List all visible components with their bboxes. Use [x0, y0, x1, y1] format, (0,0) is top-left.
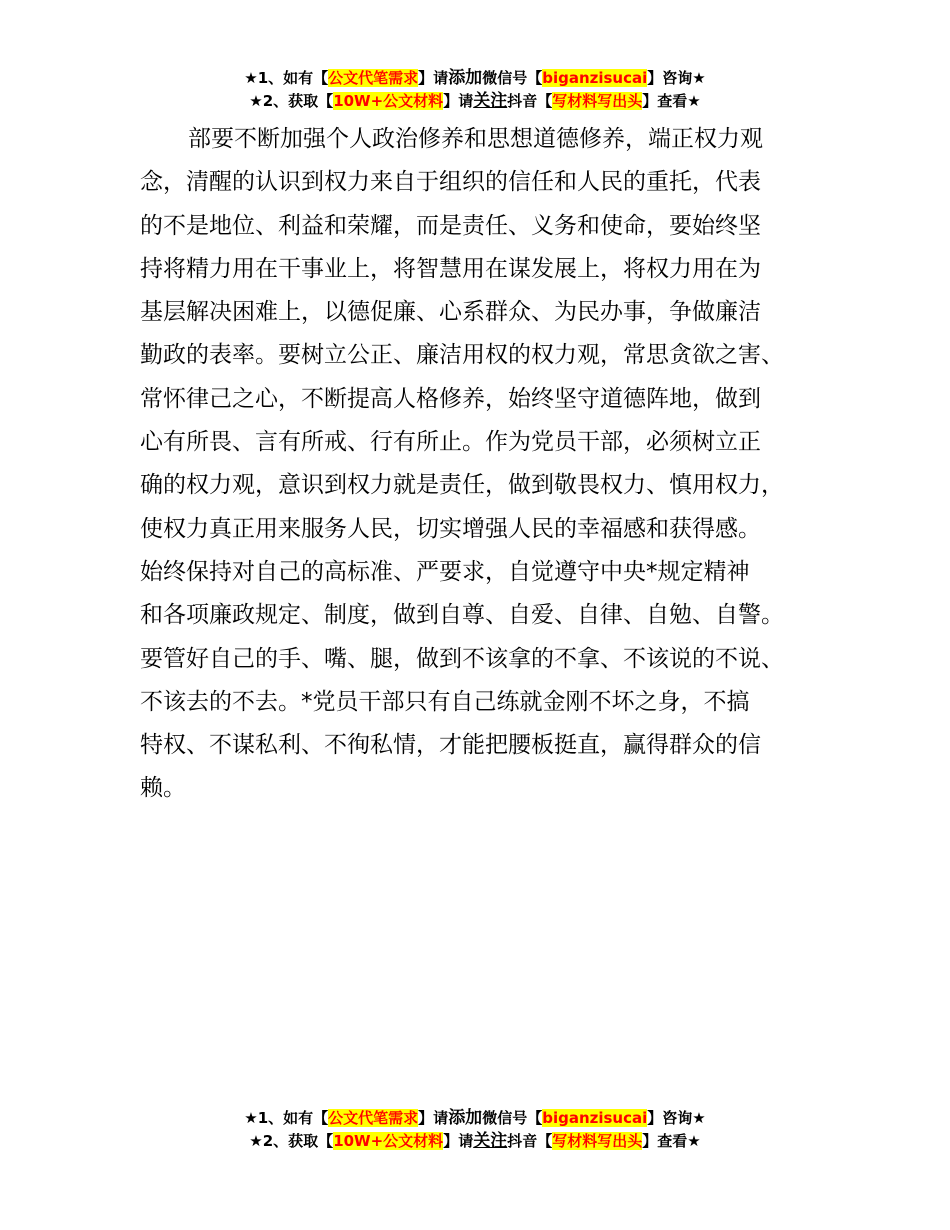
- highlight-tag: 写材料写出头: [552, 92, 643, 110]
- body-line: 常怀律己之心，不断提高人格修养，始终坚守道德阵地，做到: [140, 385, 761, 412]
- banner-text: 】查看★: [642, 92, 701, 110]
- body-line: 确的权力观，意识到权力就是责任，做到敬畏权力、慎用权力，: [140, 472, 784, 499]
- highlight-tag: 10W+公文材料: [333, 92, 444, 110]
- banner-line-2: [0, 1130, 950, 1153]
- body-line: 特权、不谋私利、不徇私情，才能把腰板挺直，赢得群众的信: [140, 732, 761, 759]
- banner-emphasis: 添加: [448, 68, 483, 88]
- banner-line-1: [0, 1107, 950, 1130]
- banner-text: 】查看★: [642, 1132, 701, 1150]
- body-line: 心有所畏、言有所戒、行有所止。作为党员干部，必须树立正: [140, 429, 761, 456]
- highlight-tag: 10W+公文材料: [333, 1132, 444, 1150]
- body-line: 和各项廉政规定、制度，做到自尊、自爱、自律、自勉、自警。: [140, 602, 784, 629]
- body-line: 使权力真正用来服务人民，切实增强人民的幸福感和获得感。: [140, 515, 761, 542]
- banner-text: ★2、获取【: [249, 1132, 334, 1150]
- body-line: 赖。: [140, 775, 186, 802]
- body-line: 勤政的表率。要树立公正、廉洁用权的权力观，常思贪欲之害、: [140, 342, 784, 369]
- highlight-tag: biganzisucai: [542, 1109, 648, 1127]
- header-banner: [0, 67, 950, 113]
- banner-text: 】咨询★: [647, 1109, 706, 1127]
- banner-emphasis: 添加: [448, 1108, 483, 1128]
- highlight-tag: 公文代笔需求: [328, 69, 419, 87]
- highlight-tag: biganzisucai: [542, 69, 648, 87]
- banner-text: 】请: [418, 1109, 449, 1127]
- banner-text: 微信号【: [482, 69, 543, 87]
- banner-text: ★1、如有【: [244, 69, 329, 87]
- banner-text: 】咨询★: [647, 69, 706, 87]
- banner-line-2: [0, 90, 950, 113]
- banner-text: 抖音【: [507, 1132, 553, 1150]
- body-line: 不该去的不去。*党员干部只有自己练就金刚不坏之身，不搞: [140, 688, 750, 715]
- banner-text: 抖音【: [507, 92, 553, 110]
- banner-emphasis: 关注: [473, 91, 508, 111]
- highlight-tag: 写材料写出头: [552, 1132, 643, 1150]
- body-line: 部要不断加强个人政治修养和思想道德修养，端正权力观: [188, 126, 763, 152]
- banner-text: 】请: [443, 92, 474, 110]
- body-line: 念，清醒的认识到权力来自于组织的信任和人民的重托，代表: [140, 169, 761, 196]
- banner-text: 】请: [418, 69, 449, 87]
- banner-text: 微信号【: [482, 1109, 543, 1127]
- document-body: [140, 118, 830, 811]
- highlight-tag: 公文代笔需求: [328, 1109, 419, 1127]
- banner-text: ★2、获取【: [249, 92, 334, 110]
- banner-text: ★1、如有【: [244, 1109, 329, 1127]
- body-line: 的不是地位、利益和荣耀，而是责任、义务和使命，要始终坚: [140, 212, 761, 239]
- footer-banner: [0, 1107, 950, 1153]
- banner-text: 】请: [443, 1132, 474, 1150]
- banner-line-1: [0, 67, 950, 90]
- body-line: 始终保持对自己的高标准、严要求，自觉遵守中央*规定精神: [140, 558, 750, 585]
- banner-emphasis: 关注: [473, 1131, 508, 1151]
- body-line: 基层解决困难上，以德促廉、心系群众、为民办事，争做廉洁: [140, 299, 761, 326]
- body-line: 要管好自己的手、嘴、腿，做到不该拿的不拿、不该说的不说、: [140, 645, 784, 672]
- body-line: 持将精力用在干事业上，将智慧用在谋发展上，将权力用在为: [140, 255, 761, 282]
